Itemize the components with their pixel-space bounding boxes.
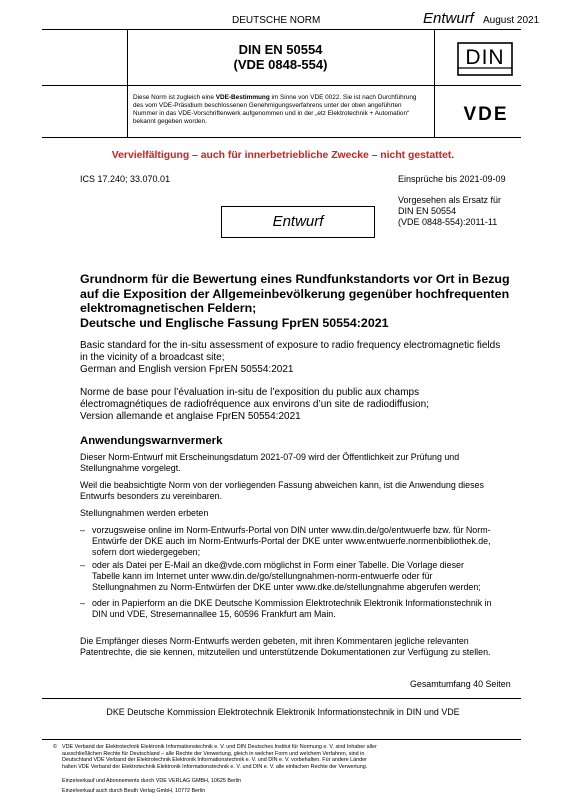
footer-top-rule bbox=[42, 698, 521, 699]
title-german-line: Deutsche und Englische Fassung FprEN 50554:2021 bbox=[80, 315, 389, 330]
list-item-line: Tabelle kann im Internet unter www.din.de/go/stellungnahmen-norm-entwuerfe oder für bbox=[92, 571, 433, 581]
title-english-line: Basic standard for the in-situ assessment of exposure to radio frequency electromagnetic fields bbox=[80, 340, 501, 351]
replacement-line: DIN EN 50554 bbox=[398, 206, 457, 216]
bullet-dash: – bbox=[80, 525, 85, 535]
total-pages: Gesamtumfang 40 Seiten bbox=[410, 679, 511, 689]
vde-note-after: im Sinne von VDE 0022. Sie ist nach Durchführung des vom VDE-Präsidium beschlossenen Genehmigungsverfahrens unter der oben angeführten Nummer in das VDE-Vorschriftenwerk aufgenommen und in der „etz Elektrotechnik + Automation“ bekannt gegeben worden. bbox=[133, 94, 417, 125]
ics-codes: ICS 17.240; 33.070.01 bbox=[80, 174, 171, 184]
footer-dke: DKE Deutsche Kommission Elektrotechnik Elektronik Informationstechnik in DIN und VDE bbox=[106, 707, 460, 717]
vde-note-before: Diese Norm ist zugleich eine bbox=[133, 94, 216, 101]
title-english-line: in the vicinity of a broadcast site; bbox=[80, 352, 225, 363]
paragraph-line: Dieser Norm-Entwurf mit Erscheinungsdatum 2021-07-09 wird der Öffentlichkeit zur Prüfung und bbox=[80, 452, 460, 462]
paragraph-line: Entwurfs besonders zu vereinbaren. bbox=[80, 491, 223, 501]
header-date: August 2021 bbox=[483, 15, 540, 26]
title-french bbox=[80, 387, 525, 423]
header-top-rule bbox=[42, 29, 521, 30]
vde-logo bbox=[453, 104, 519, 122]
sales-line: Einzelverkauf und Abonnements durch VDE VERLAG GMBH, 10625 Berlin bbox=[62, 778, 242, 784]
paragraph-deviation bbox=[80, 480, 520, 502]
paragraph-patents bbox=[80, 636, 530, 658]
paragraph-line: Patentrechte, die sie kennen, mitzuteilen und unterstützende Dokumentationen zur Verfügung zu stellen. bbox=[80, 647, 491, 657]
title-german bbox=[80, 272, 520, 330]
footer-bottom-rule bbox=[42, 739, 521, 740]
copyright-line: Deutschland VDE Verband der Elektrotechnik Elektronik Informationstechnik e. V. und DIN e. V. vorbehalten. Für andere Länder bbox=[62, 757, 367, 764]
replacement-note bbox=[398, 195, 528, 228]
vde-number: (VDE 0848-554) bbox=[233, 57, 328, 72]
header-norm-label: DEUTSCHE NORM bbox=[232, 15, 321, 26]
application-warning-heading: Anwendungswarnvermerk bbox=[80, 435, 223, 447]
standard-number-block bbox=[130, 42, 431, 72]
din-logo-text: DIN bbox=[465, 46, 505, 69]
header-left-divider bbox=[127, 29, 128, 137]
title-french-line: Version allemande et anglaise FprEN 50554:2021 bbox=[80, 411, 301, 422]
list-item-line: DIN und VDE, Stresemannallee 15, 60596 Frankfurt am Main. bbox=[92, 609, 336, 619]
paragraph-line: Stellungnahme vorgelegt. bbox=[80, 463, 181, 473]
copy-warning: Vervielfältigung – auch für innerbetriebliche Zwecke – nicht gestattet. bbox=[111, 150, 455, 161]
header-draft-label: Entwurf bbox=[423, 10, 474, 27]
vde-logo-text: VDE bbox=[463, 104, 509, 122]
header-bottom-rule bbox=[42, 137, 521, 138]
draft-box: Entwurf bbox=[221, 206, 375, 238]
list-item-line: oder als Datei per E-Mail an dke@vde.com möglichst in Form einer Tabelle. Die Vorlage dieser bbox=[92, 560, 464, 570]
title-french-line: électromagnétiques de radiofréquence aux environs d’un site de radiodiffusion; bbox=[80, 399, 429, 410]
list-item-line: Stellungnahmen zu Norm-Entwürfen der DKE unter www.dke.de/stellungnahme abgerufen werden; bbox=[92, 582, 481, 592]
header-right-divider bbox=[434, 29, 435, 137]
vde-note bbox=[133, 94, 427, 126]
standard-number: DIN EN 50554 bbox=[238, 42, 323, 57]
din-logo bbox=[457, 42, 513, 76]
copyright-notice bbox=[53, 744, 532, 770]
replacement-line: Vorgesehen als Ersatz für bbox=[398, 195, 502, 205]
list-item-line: vorzugsweise online im Norm-Entwurfs-Portal von DIN unter www.din.de/go/entwuerfe bzw. für Norm- bbox=[92, 525, 491, 535]
copyright-line: VDE Verband der Elektrotechnik Elektronik Informationstechnik e. V. und DIN Deutsches Institut für Normung e. V. sind Inhaber aller bbox=[62, 744, 377, 750]
list-item-line: sofern dort wiedergegeben; bbox=[92, 547, 201, 557]
title-german-line: auf die Exposition der Allgemeinbevölkerung gegenüber hochfrequenten bbox=[80, 286, 510, 301]
copyright-line: ausschließlichen Rechte für Deutschland – alle Rechte der Verwertung, gleich in welcher Form und welchem Verfahren, sind in bbox=[62, 750, 365, 757]
header-middle-rule bbox=[42, 85, 521, 86]
paragraph-release bbox=[80, 452, 520, 474]
title-german-line: Grundnorm für die Bewertung eines Rundfunkstandorts vor Ort in Bezug bbox=[80, 272, 510, 286]
paragraph-line: Die Empfänger dieses Norm-Entwurfs werden gebeten, mit ihren Kommentaren jegliche relevanten bbox=[80, 636, 469, 646]
title-french-line: Norme de base pour l’évaluation in-situ de l’exposition du public aux champs bbox=[80, 387, 420, 398]
vde-note-bold: VDE-Bestimmung bbox=[215, 94, 270, 101]
title-english-line: German and English version FprEN 50554:2021 bbox=[80, 364, 294, 375]
title-english bbox=[80, 340, 525, 376]
bullet-dash: – bbox=[80, 560, 85, 570]
sales-line: Einzelverkauf auch durch Beuth Verlag GmbH, 10772 Berlin bbox=[62, 788, 206, 794]
paragraph-comments-requested: Stellungnahmen werden erbeten bbox=[80, 508, 209, 518]
list-item-line: oder in Papierform an die DKE Deutsche Kommission Elektrotechnik Elektronik Informationstechnik in bbox=[92, 598, 492, 608]
copyright-line: halten VDE Verband der Elektrotechnik Elektronik Informationstechnik e. V. und DIN e. V. alle einfachen Rechte der Verwertung. bbox=[62, 763, 368, 770]
bullet-dash: – bbox=[80, 598, 85, 608]
objection-deadline: Einsprüche bis 2021-09-09 bbox=[398, 174, 506, 184]
title-german-line: elektromagnetischen Feldern; bbox=[80, 301, 257, 316]
list-item-line: Entwürfe der DKE auch im Norm-Entwurfs-Portal der DKE unter www.entwuerfe.normenbibliothek.de, bbox=[92, 536, 491, 546]
copyright-icon: © bbox=[53, 744, 57, 750]
replacement-line: (VDE 0848-554):2011-11 bbox=[398, 217, 498, 227]
paragraph-line: Weil die beabsichtigte Norm von der vorliegenden Fassung abweichen kann, ist die Anwendung dieses bbox=[80, 480, 484, 490]
